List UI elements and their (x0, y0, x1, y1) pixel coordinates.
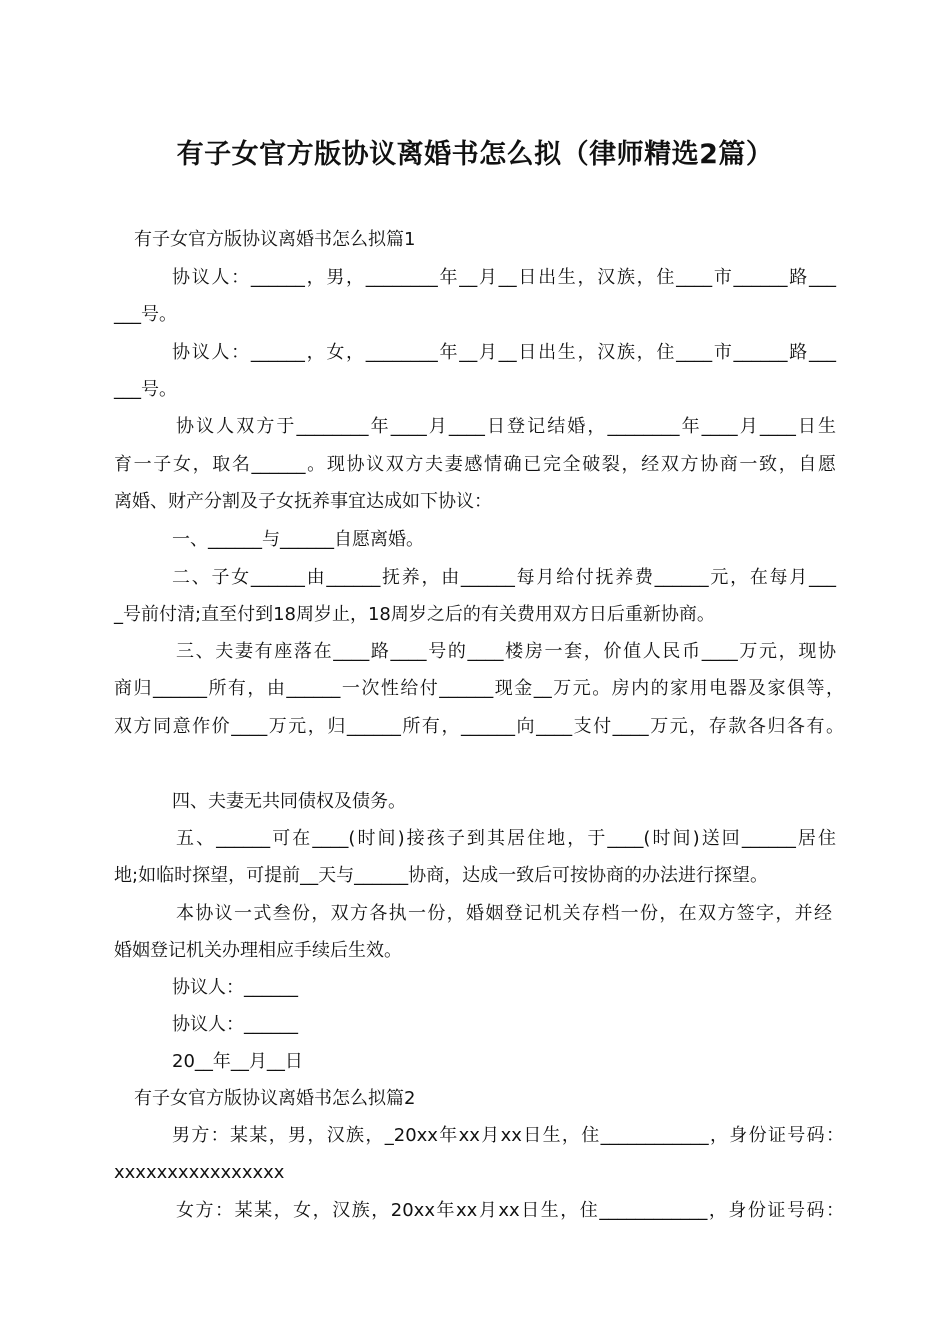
paragraph-line: xxxxxxxxxxxxxxxx (114, 1162, 285, 1183)
paragraph-line: 协议人：______，女，________年__月__日出生，汉族，住____市______路___ (172, 342, 836, 363)
paragraph-line: 协议人：______，男，________年__月__日出生，汉族，住____市______路___ (172, 267, 836, 288)
paragraph-line: 育一子女，取名______。现协议双方夫妻感情确已完全破裂，经双方协商一致，自愿 (114, 454, 836, 475)
date-line: 20__年__月__日 (172, 1051, 303, 1072)
paragraph-line: 三、夫妻有座落在____路____号的____楼房一套，价值人民币____万元，现协 (176, 641, 836, 662)
paragraph-line: 五、______可在____(时间)接孩子到其居住地，于____(时间)送回______居住 (176, 828, 836, 849)
article1-heading: 有子女官方版协议离婚书怎么拟篇1 (134, 229, 416, 250)
paragraph-line: 二、子女______由______抚养，由______每月给付抚养费______元，在每月___ (172, 567, 836, 588)
paragraph-line: 商归______所有，由______一次性给付______现金__万元。房内的家用电器及家俱等， (114, 678, 844, 699)
signature-line: 协议人：______ (172, 1014, 298, 1035)
paragraph-line: 协议人双方于________年____月____日登记结婚，________年____月____日生 (176, 416, 836, 437)
article2-heading: 有子女官方版协议离婚书怎么拟篇2 (134, 1088, 416, 1109)
paragraph-line: 地;如临时探望，可提前__天与______协商，达成一致后可按协商的办法进行探望。 (114, 865, 769, 886)
paragraph-line: ___号。 (114, 304, 177, 325)
paragraph-line: 离婚、财产分割及子女抚养事宜达成如下协议： (114, 491, 492, 512)
document-title: 有子女官方版协议离婚书怎么拟（律师精选2篇） (176, 139, 774, 170)
paragraph-line: ___号。 (114, 379, 177, 400)
signature-line: 协议人：______ (172, 977, 298, 998)
paragraph-line: 双方同意作价____万元，归______所有，______向____支付____万元，存款各归各有。 (114, 716, 844, 737)
paragraph-line: 女方：某某，女，汉族，20xx年xx月xx日生，住____________，身份证号码： (176, 1200, 844, 1221)
paragraph-line: 本协议一式叁份，双方各执一份，婚姻登记机关存档一份，在双方签字，并经 (176, 903, 832, 924)
paragraph-line: 一、______与______自愿离婚。 (172, 529, 424, 550)
paragraph-line: 四、夫妻无共同债权及债务。 (172, 791, 406, 812)
paragraph-line: 男方：某某，男，汉族，_20xx年xx月xx日生，住____________，身份证号码： (172, 1125, 844, 1146)
paragraph-line: _号前付清;直至付到18周岁止，18周岁之后的有关费用双方日后重新协商。 (114, 604, 715, 625)
paragraph-line: 婚姻登记机关办理相应手续后生效。 (114, 940, 402, 961)
